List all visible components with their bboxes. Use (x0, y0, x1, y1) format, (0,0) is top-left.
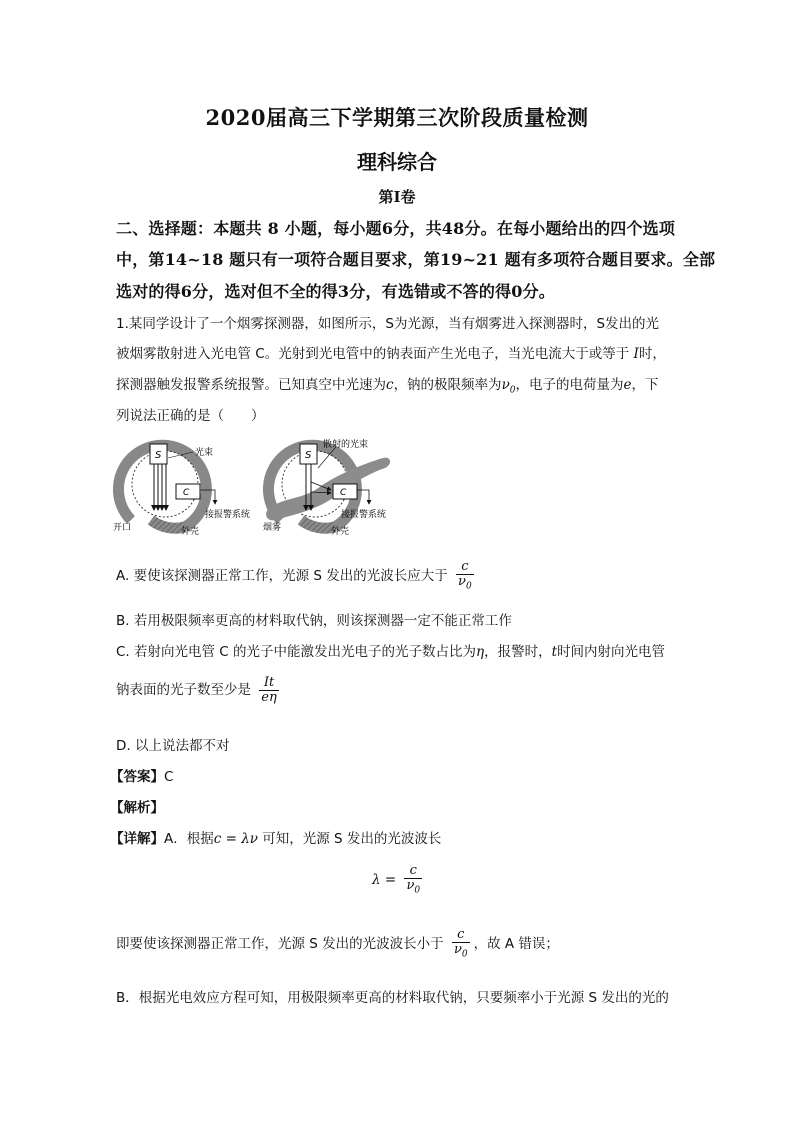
time-symbol: t (551, 644, 558, 660)
right-phototube-label: C (340, 488, 347, 498)
right-smoke-label: 烟雾 (263, 523, 282, 533)
answer-line (110, 765, 173, 785)
fraction-denominator: eη (261, 689, 277, 705)
detector-diagram-right (263, 438, 390, 537)
left-opening-label: 开口 (113, 523, 132, 533)
analysis-a-text: 即要使该探测器正常工作，光源 S 发出的光波波长小于 (116, 935, 444, 952)
question-line2 (116, 342, 666, 362)
wavelength-equation (372, 864, 426, 896)
analysis-label: 【解析】 (110, 800, 164, 816)
nu-symbol: ν (458, 573, 466, 589)
subject-title: 理科综合 (357, 150, 437, 174)
fraction-numerator: c (452, 928, 470, 943)
option-c-line2-text: 钠表面的光子数至少是 (116, 682, 251, 699)
nu-symbol: ν (406, 877, 415, 893)
detail-label: 【详解】 (110, 831, 164, 847)
right-scattered-label: 散射的光束 (323, 440, 369, 450)
nu-symbol: ν (453, 941, 462, 957)
question-line1: 1.某同学设计了一个烟雾探测器，如图所示，S为光源，当有烟雾进入探测器时，S发出的光 (116, 316, 660, 332)
question-line3-text: 探测器触发报警系统报警。已知真空中光速为 (116, 377, 386, 393)
nu-subscript: 0 (509, 385, 516, 396)
smoke-detector-figure (113, 438, 413, 538)
option-c-fraction (259, 676, 278, 704)
fraction-numerator: c (456, 560, 474, 575)
analysis-a-line (116, 928, 559, 960)
detail-text-end: 可知，光源 S 发出的光波波长 (257, 831, 442, 847)
left-phototube-label: C (183, 488, 190, 498)
fraction-denominator (456, 575, 474, 592)
section-instruction-line1: 二、选择题：本题共 8 小题，每小题6分，共48分。在每小题给出的四个选项 (116, 219, 676, 238)
question-line4: 列说法正确的是（ ） (116, 408, 265, 424)
section-instruction-line3: 选对的得6分，选对但不全的得3分，有选错或不答的得0分。 (116, 282, 555, 301)
charge-symbol: e (623, 377, 632, 393)
detail-text: A．根据 (164, 831, 214, 847)
fraction-numerator: It (259, 676, 278, 691)
exam-title: 2020届高三下学期第三次阶段质量检测 (205, 105, 589, 130)
right-alarm-label: 接报警系统 (341, 510, 387, 520)
option-c-line1 (116, 640, 665, 660)
question-line3-mid: ，钠的极限频率为 (393, 377, 502, 393)
analysis-a-end: ，故 A 错误； (473, 935, 559, 952)
question-line3 (116, 373, 659, 396)
detector-diagram-left (113, 444, 250, 537)
question-line3-end: ，下 (631, 377, 659, 393)
option-c-text: C. 若射向光电管 C 的光子中能激发出光电子的光子数占比为 (116, 644, 477, 660)
fraction-numerator: c (404, 864, 422, 879)
left-alarm-label: 接报警系统 (205, 510, 251, 520)
question-line2-end: 时， (638, 346, 666, 362)
left-beam-label: 光束 (195, 448, 214, 458)
fraction-denominator (404, 879, 422, 896)
answer-value: C (164, 769, 174, 785)
nu-symbol: ν (501, 377, 510, 393)
current-symbol: I (633, 346, 639, 362)
equation-fraction (404, 864, 422, 896)
nu-subscript: 0 (465, 581, 472, 592)
frequency-symbol (501, 377, 516, 396)
volume-title: 第Ⅰ卷 (378, 188, 416, 206)
option-c-mid: ，报警时， (484, 644, 552, 660)
left-shell-label: 外壳 (181, 527, 200, 537)
analysis-a-fraction (452, 928, 470, 960)
option-a (116, 560, 478, 592)
option-a-fraction (456, 560, 474, 592)
light-speed-symbol: c (386, 377, 394, 393)
right-shell-hatch (301, 520, 335, 528)
left-source-label: S (155, 450, 162, 461)
nu-subscript: 0 (461, 949, 468, 960)
question-line2-text: 被烟雾散射进入光电管 C。光射到光电管中的钠表面产生光电子，当光电流大于或等于 (116, 346, 634, 362)
analysis-b-line: B．根据光电效应方程可知，用极限频率更高的材料取代钠，只要频率小于光源 S 发出的光的 (116, 990, 669, 1006)
equation-lhs: λ = (372, 871, 397, 888)
question-line3-mid2: ，电子的电荷量为 (515, 377, 624, 393)
section-instruction-line2: 中，第14~18 题只有一项符合题目要求，第19~21 题有多项符合题目要求。全部 (116, 250, 716, 269)
left-shell-hatch (151, 520, 185, 528)
detail-line (110, 827, 441, 847)
option-b: B. 若用极限频率更高的材料取代钠，则该探测器一定不能正常工作 (116, 613, 512, 629)
option-c-end: 时间内射向光电管 (557, 644, 666, 660)
nu-subscript: 0 (414, 885, 421, 896)
option-d: D. 以上说法都不对 (116, 738, 230, 754)
wave-formula: c = λν (213, 831, 258, 847)
eta-symbol: η (476, 644, 485, 660)
option-c-line2 (116, 676, 283, 704)
answer-label: 【答案】 (110, 769, 164, 785)
fraction-denominator (452, 943, 470, 960)
right-shell-label: 外壳 (331, 527, 350, 537)
option-a-text: A. 要使该探测器正常工作，光源 S 发出的光波长应大于 (116, 567, 448, 584)
right-source-label: S (305, 450, 312, 461)
